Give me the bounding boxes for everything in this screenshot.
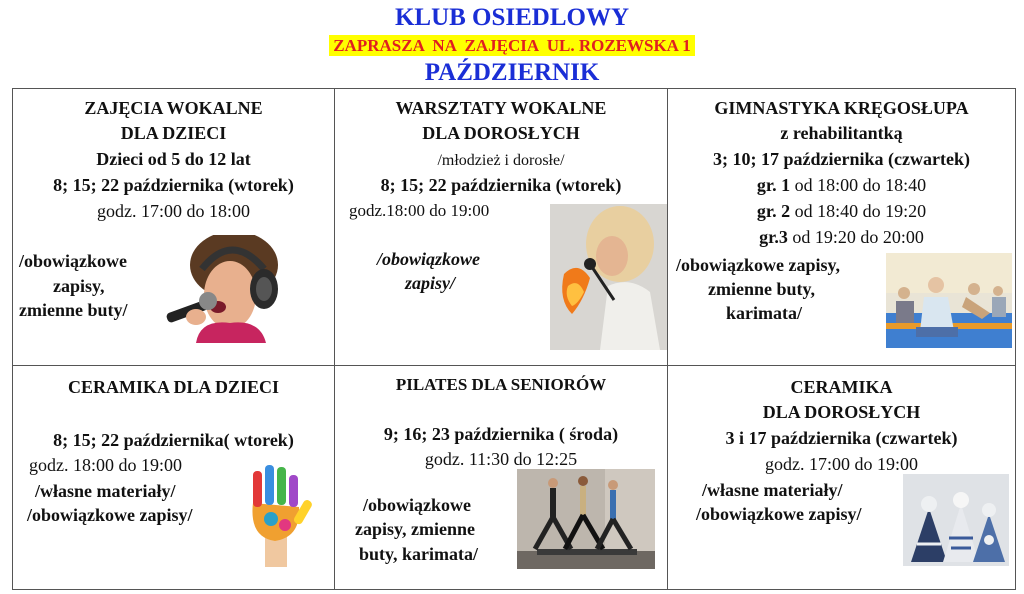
cell-title: WARSZTATY WOKALNE <box>395 98 607 118</box>
dates: 8; 15; 22 października (wtorek) <box>380 175 622 195</box>
note-line: /obowiązkowe <box>19 251 127 271</box>
pilates-photo <box>517 469 655 569</box>
dates: 9; 16; 23 października ( środa) <box>383 424 619 444</box>
note-line: /obowiązkowe <box>363 495 471 515</box>
schedule-grid <box>12 88 1016 590</box>
dates: 3; 10; 17 października (czwartek) <box>713 149 970 169</box>
note-line: buty, karimata/ <box>359 544 479 564</box>
cell-vocal-kids <box>13 89 334 365</box>
hours: godz. 18:00 do 19:00 <box>29 455 182 475</box>
cell-ceramics-kids <box>13 366 334 589</box>
dates: 8; 15; 22 października (wtorek) <box>53 175 294 195</box>
group-2 <box>668 200 1015 222</box>
group-hours: od 18:40 do 19:20 <box>790 201 927 221</box>
note-line: /własne materiały/ <box>35 481 176 501</box>
cell-title: CERAMIKA DLA DZIECI <box>67 377 280 397</box>
club-title: KLUB OSIEDLOWY <box>394 4 630 31</box>
note-line: /obowiązkowe <box>377 249 481 269</box>
poster-header <box>0 0 1024 88</box>
cell-subtitle: DLA DOROSŁYCH <box>422 123 580 143</box>
note-line: karimata/ <box>726 303 802 323</box>
note-line: zapisy/ <box>405 273 456 293</box>
group-1 <box>668 174 1015 196</box>
age-range: Dzieci od 5 do 12 lat <box>96 149 251 169</box>
cell-title: GIMNASTYKA KRĘGOSŁUPA <box>714 98 969 118</box>
note-line: zapisy, zmienne <box>355 519 475 539</box>
invitation-address: ZAPRASZA NA ZAJĘCIA UL. ROZEWSKA 1 <box>329 35 695 56</box>
group-label: gr.3 <box>759 227 788 247</box>
cell-gymnastics <box>668 89 1015 365</box>
month-title: PAŹDZIERNIK <box>424 59 600 86</box>
hours: godz. 17:00 do 18:00 <box>97 201 250 221</box>
audience: /młodzież i dorosłe/ <box>437 152 565 169</box>
group-3 <box>668 226 1015 248</box>
cell-title: PILATES DLA SENIORÓW <box>395 375 607 394</box>
ceramic-figures-photo <box>903 474 1009 566</box>
note-line: zmienne buty, <box>708 279 816 299</box>
note-line: /obowiązkowe zapisy/ <box>696 504 862 524</box>
hours: godz. 17:00 do 19:00 <box>765 454 918 474</box>
note-line: /własne materiały/ <box>702 480 843 500</box>
girl-singing-photo <box>156 235 306 343</box>
note-line: /obowiązkowe zapisy, <box>676 255 841 275</box>
hours: godz. 11:30 do 12:25 <box>424 449 578 469</box>
cell-subtitle: DLA DOROSŁYCH <box>762 402 921 422</box>
cell-subtitle: DLA DZIECI <box>120 123 227 143</box>
painted-hand-photo <box>235 463 315 567</box>
subtitle-wrap <box>0 35 1024 56</box>
cell-vocal-adults <box>335 89 667 365</box>
group-hours: od 18:00 do 18:40 <box>790 175 927 195</box>
cell-title: CERAMIKA <box>790 377 893 397</box>
note-line: zapisy, <box>53 276 105 296</box>
note-line: zmienne buty/ <box>19 300 128 320</box>
group-label: gr. 2 <box>756 201 791 221</box>
woman-singing-photo <box>550 204 667 350</box>
cell-subtitle: z rehabilitantką <box>780 123 903 143</box>
cell-title: ZAJĘCIA WOKALNE <box>84 98 263 118</box>
dates: 8; 15; 22 października( wtorek) <box>53 430 294 450</box>
group-hours: od 19:20 do 20:00 <box>787 227 924 247</box>
group-label: gr. 1 <box>756 175 791 195</box>
hours: godz.18:00 do 19:00 <box>349 201 490 220</box>
cell-ceramics-adults <box>668 366 1015 589</box>
note-line: /obowiązkowe zapisy/ <box>27 505 193 525</box>
cell-pilates-seniors <box>335 366 667 589</box>
dates: 3 i 17 października (czwartek) <box>725 428 958 448</box>
gymnastics-photo <box>886 253 1012 348</box>
